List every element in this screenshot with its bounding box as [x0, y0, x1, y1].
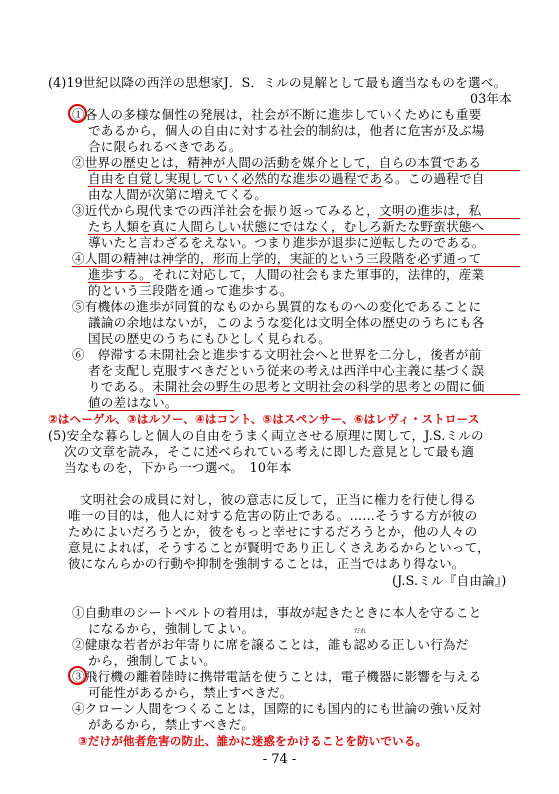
q5-option-1-line-1: ①自動車のシートベルトの着用は，事故が起きたときに本人を守ること	[72, 605, 482, 620]
q4-option-3-line-1: ③近代から現代までの西洋社会を振り返ってみると，文明の進歩は，私	[72, 203, 482, 218]
underline	[88, 170, 520, 171]
q5-answer-note: ③だけが他者危害の防止、誰かに迷惑をかけることを防いでいる。	[78, 734, 428, 748]
q4-option-4-line-3: 的という三段階を通って進歩する。	[88, 283, 293, 298]
q4-year: 03年本	[470, 91, 513, 106]
quote-line-1: 文明社会の成員に対し，彼の意志に反して，正当に権力を行使し得る	[80, 492, 477, 507]
q4-option-5-line-3: 国民の歴史のうちにもひとしく見られる。	[88, 331, 332, 346]
quote-line-3: ためによいだろうとか，彼をもっと幸せにするだろうとか，他の人々の	[68, 524, 478, 539]
quote-line-4: 意見によれば，そうすることが賢明であり正しくさえあるからといって，	[68, 540, 490, 555]
underline	[88, 186, 382, 187]
q4-option-2-line-3: 由な人間が次第に増えてくる。	[88, 187, 268, 202]
q4-option-4-line-2: 進歩する。それに対応して，人間の社会もまた軍事的，法律的，産業	[88, 267, 485, 282]
q5-option-2-line-1: ②健康な若者がお年寄りに席を譲ることは，誰も認める正しい行為だ	[72, 637, 469, 652]
q4-option-6-line-4: 値の差はない。	[88, 395, 178, 410]
q4-option-2-line-1: ②世界の歴史とは，精神が人間の活動を媒介として，自らの本質である	[72, 155, 482, 170]
page-number: - 74 -	[262, 752, 297, 767]
q5-stem-line-3: 当なものを，下から一つ選べ。 10年本	[64, 460, 292, 475]
q5-option-4-line-2: があるから，禁止すべきだ。	[88, 717, 255, 732]
ruby-text: だれ	[354, 628, 367, 635]
underline	[156, 394, 520, 395]
q4-option-1-line-1: ①各人の多様な個性の発展は，社会が不断に進歩していくためにも重要	[72, 107, 482, 122]
q5-stem-line-1: (5)安全な暮らしと個人の自由をうまく両立させる原理に関して，J.S.ミルの	[48, 428, 484, 443]
quote-source: (J.S.ミル『自由論』)	[392, 573, 507, 588]
q4-option-5-line-2: 議論の余地はないが，このような変化は文明全体の歴史のうちにも各	[88, 315, 485, 330]
quote-line-2: 唯一の目的は，他人に対する危害の防止である。……そうする方が彼の	[68, 508, 478, 523]
q5-stem-line-2: 次の文章を読み，そこに述べられている考えに即した意見として最も適	[64, 444, 475, 459]
underline	[72, 266, 520, 267]
q5-option-4-line-1: ④クローン人間をつくることは，国際的にも国内的にも世論の強い反対	[72, 701, 482, 716]
q4-option-3-line-3: 導いたと言わざるをえない。つまり進歩が退歩に逆転したのである。	[88, 235, 485, 250]
q4-stem: (4)19世紀以降の西洋の思想家J．S．ミルの見解として最も適当なものを選べ。	[48, 75, 507, 90]
q4-option-6-line-3: りである。未開社会の野生の思考と文明社会の科学的思考との間に価	[88, 379, 485, 394]
q5-option-2-line-2: から，強制してよい。	[88, 653, 216, 668]
q4-option-5-line-1: ⑤有機体の進歩が同質的なものから異質的なものへの変化であることに	[72, 299, 482, 314]
underline	[88, 234, 520, 235]
q5-option-3-line-1: ③飛行機の離着陸時に携帯電話を使うことは，電子機器に影響を与える	[72, 669, 482, 684]
q4-option-6-line-1: ⑥ 停滞する未開社会と進歩する文明社会へと世界を二分し，後者が前	[72, 347, 482, 362]
q4-option-3-line-2: たち人類を真に人間らしい状態にではなく，むしろ新たな野蛮状態へ	[88, 219, 485, 234]
q4-option-1-line-2: であるから，個人の自由に対する社会的制約は，他者に危害が及ぶ場	[88, 123, 485, 138]
q4-option-6-line-2: 者を支配し克服すべきだという従来の考えは西洋中心主義に基づく誤	[88, 363, 485, 378]
underline	[378, 218, 520, 219]
q4-option-2-line-2: 自由を自覚し実現していく必然的な進歩の過程である。この過程で自	[88, 171, 485, 186]
q5-option-1-line-2: になるから，強制してよい。	[88, 621, 255, 636]
quote-line-5: 彼になんらかの行動や抑制を強制することは，正当ではあり得ない。	[68, 556, 465, 571]
q5-option-3-line-2: 可能性があるから，禁止すべきだ。	[88, 685, 293, 700]
underline	[88, 282, 150, 283]
q4-option-4-line-1: ④人間の精神は神学的，形而上学的，実証的という三段階を必ず通って	[72, 251, 482, 266]
q4-option-1-line-3: 合に限られるべきである。	[88, 139, 242, 154]
q4-answer-note: ②はヘーゲル、③はルソー、④はコント、⑤はスペンサー、⑥はレヴィ・ストロース	[48, 412, 480, 426]
